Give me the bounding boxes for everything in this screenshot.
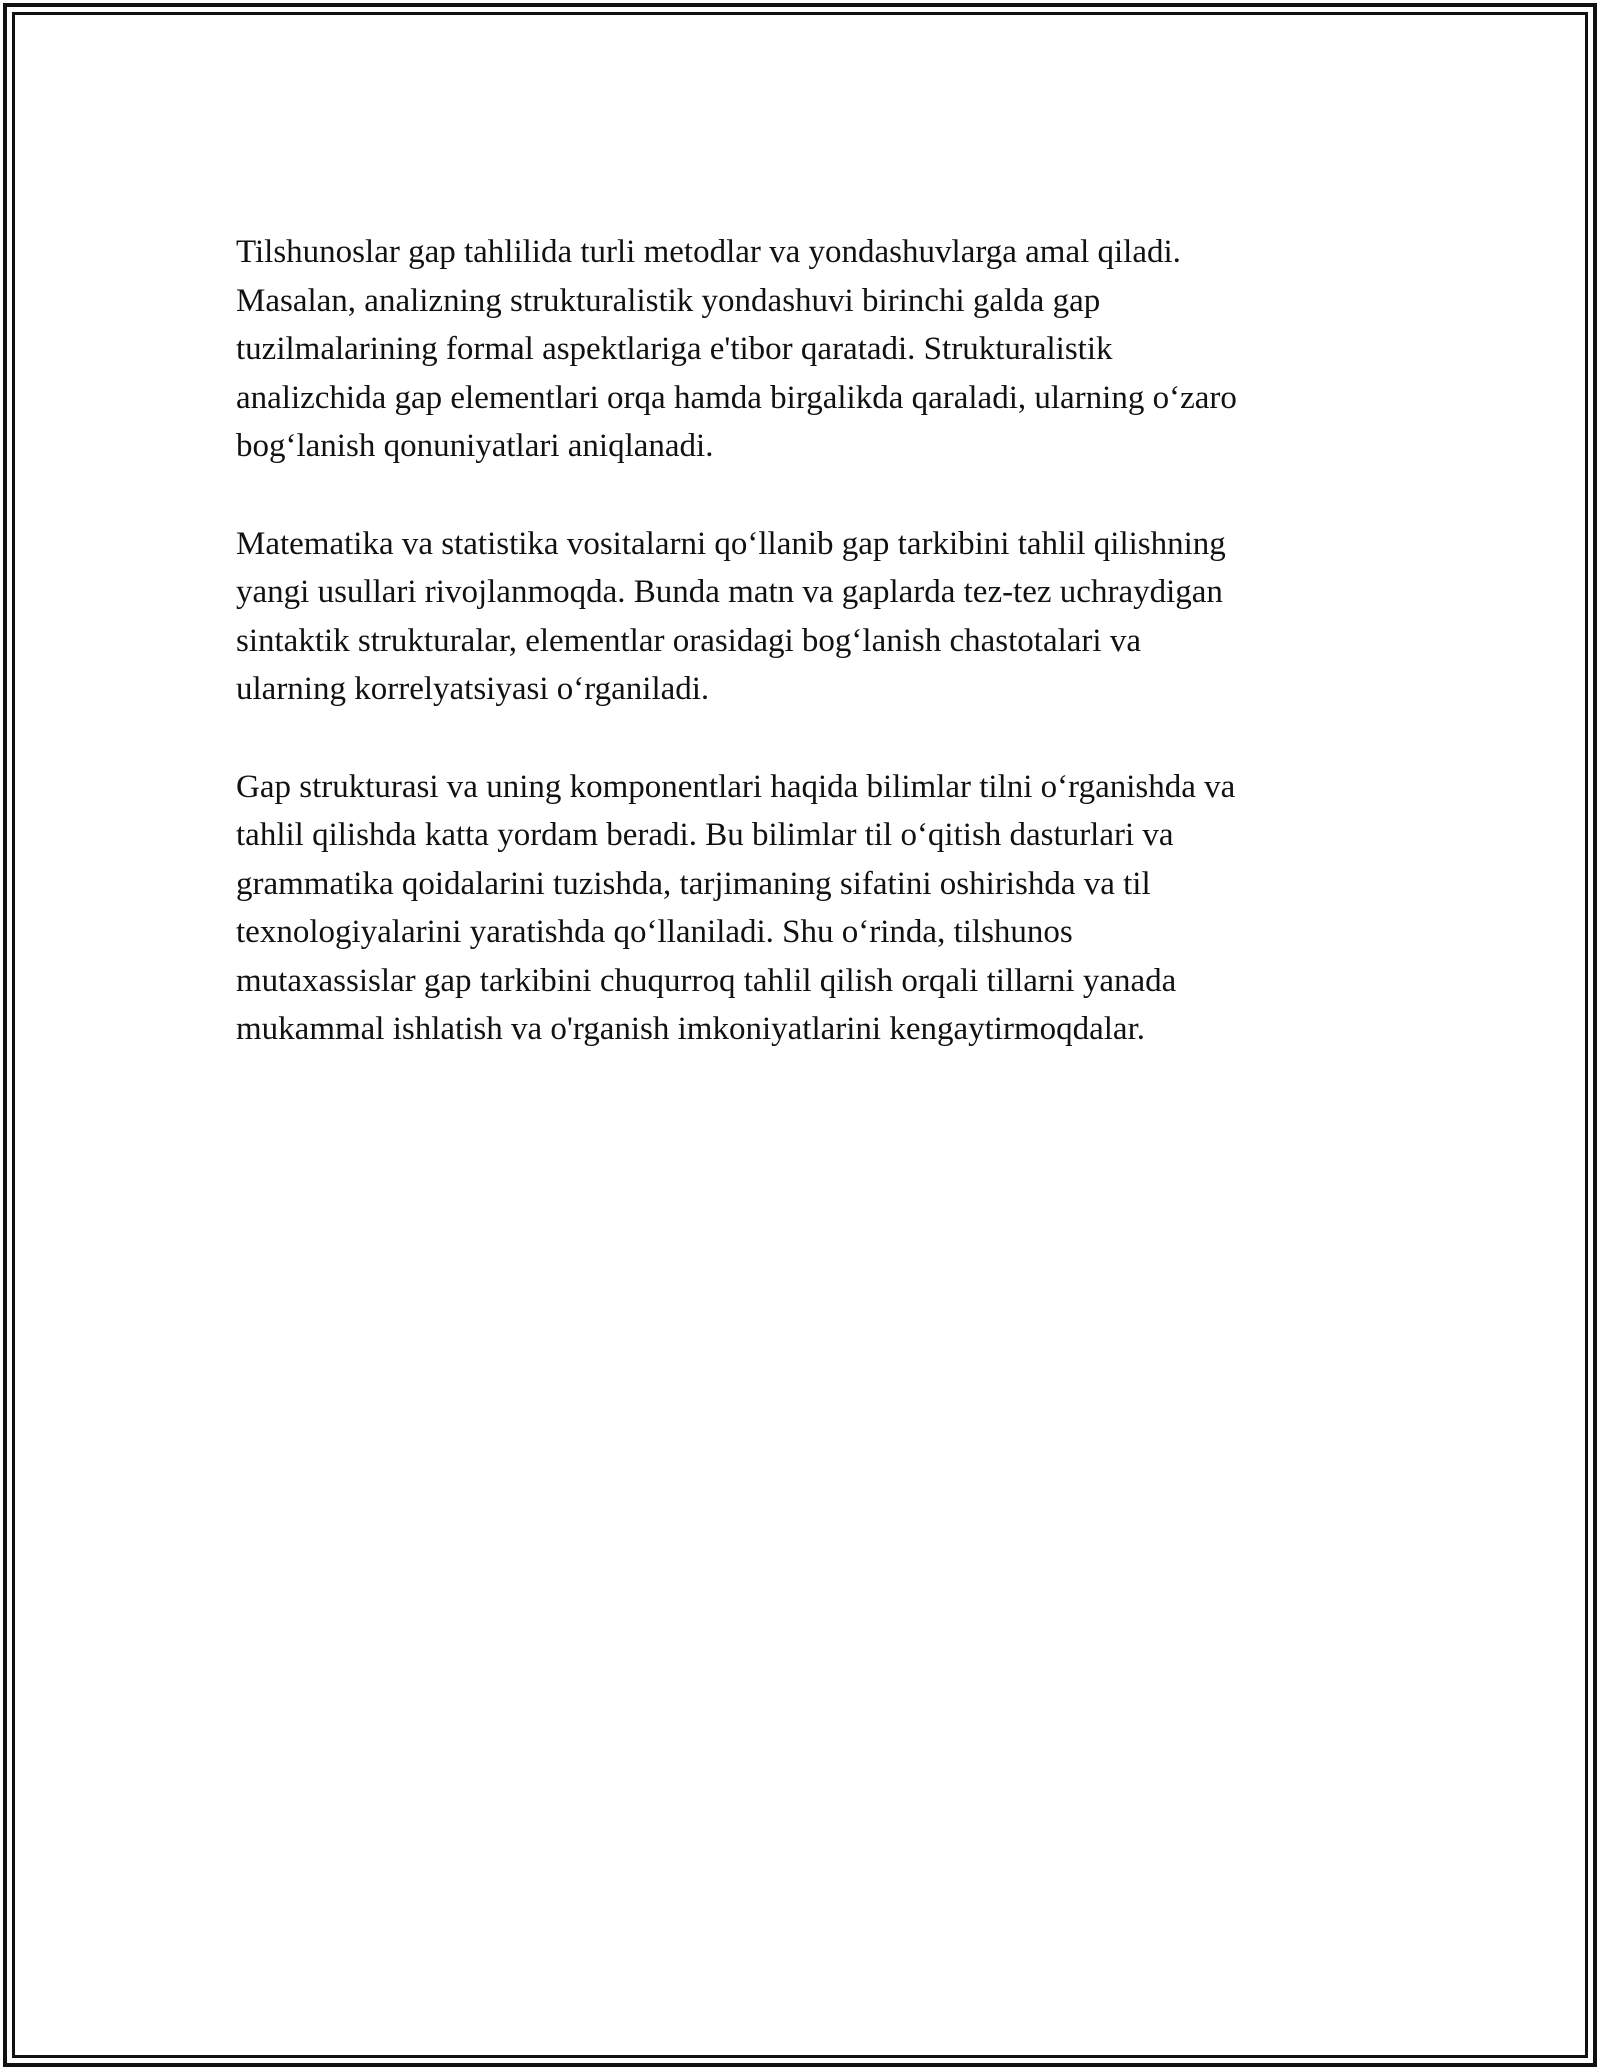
text-line: texnologiyalarini yaratishda qo‘llaniladi. Shu o‘rinda, tilshunos: [236, 914, 1073, 950]
text-line: Tilshunoslar gap tahlilida turli metodlar va yondashuvlarga amal qiladi.: [236, 234, 1181, 270]
text-line: yangi usullari rivojlanmoqda. Bunda matn va gaplarda tez-tez uchraydigan: [236, 574, 1223, 610]
document-body: [236, 228, 1376, 1103]
text-line: ularning korrelyatsiyasi o‘rganiladi.: [236, 671, 710, 707]
text-line: mukammal ishlatish va o'rganish imkoniyatlarini kengaytirmoqdalar.: [236, 1011, 1145, 1047]
text-line: tahlil qilishda katta yordam beradi. Bu bilimlar til o‘qitish dasturlari va: [236, 817, 1174, 853]
text-line: analizchida gap elementlari orqa hamda birgalikda qaraladi, ularning o‘zaro: [236, 379, 1237, 416]
text-line: mutaxassislar gap tarkibini chuqurroq tahlil qilish orqali tillarni yanada: [236, 962, 1177, 999]
text-line: Masalan, analizning strukturalistik yondashuvi birinchi galda gap: [236, 282, 1101, 319]
paragraph-2: [236, 520, 1376, 714]
paragraph-3: [236, 763, 1376, 1054]
text-line: grammatika qoidalarini tuzishda, tarjimaning sifatini oshirishda va til: [236, 865, 1151, 902]
text-line: Gap strukturasi va uning komponentlari haqida bilimlar tilni o‘rganishda va: [236, 768, 1236, 805]
paragraph-1: [236, 228, 1376, 471]
text-line: Matematika va statistika vositalarni qo‘llanib gap tarkibini tahlil qilishning: [236, 525, 1226, 562]
text-line: sintaktik strukturalar, elementlar orasidagi bog‘lanish chastotalari va: [236, 622, 1141, 659]
text-line: tuzilmalarining formal aspektlariga e'tibor qaratadi. Strukturalistik: [236, 331, 1113, 367]
text-line: bog‘lanish qonuniyatlari aniqlanadi.: [236, 428, 714, 464]
